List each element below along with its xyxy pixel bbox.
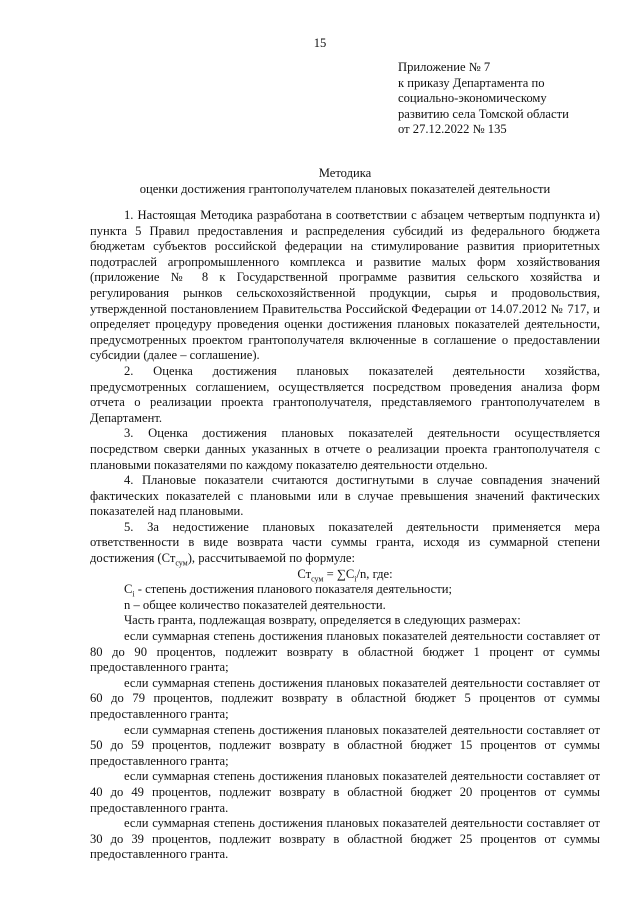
paragraph-5-text: 5. За недостижение плановых показателей деятельности применяется мера ответственности в виде возврата части суммы гранта, исходя из суммарной степени достижения (Ст — [90, 519, 600, 566]
subscript: i — [132, 589, 135, 599]
return-item: если суммарная степень достижения плановых показателей деятельности составляет от 60 до 79 процентов, подлежит возврату в областной бюджет 5 процентов от суммы предоставленного гранта; — [90, 675, 600, 721]
subscript: i — [354, 574, 357, 584]
formula — [90, 567, 600, 583]
paragraph-2: 2. Оценка достижения плановых показателей деятельности хозяйства, предусмотренных соглашением, осуществляется посредством проведения анализа форм отчета о реализации проекта грантополучателя, представляемого грантополучателем в Департамент. — [90, 363, 600, 425]
paragraph-5 — [90, 520, 600, 567]
page-number: 15 — [313, 36, 327, 50]
title-line: Методика — [318, 166, 372, 180]
approval-line: от 27.12.2022 № 135 — [398, 122, 507, 137]
approval-line: социально-экономическому — [398, 91, 547, 106]
subscript: сум — [175, 558, 188, 568]
definition-ci — [90, 582, 600, 598]
return-item: если суммарная степень достижения плановых показателей деятельности составляет от 50 до 59 процентов, подлежит возврату в областной бюджет 15 процентов от суммы предоставленного гранта; — [90, 722, 600, 768]
paragraph-1: 1. Настоящая Методика разработана в соответствии с абзацем четвертым подпункта и) пункта 5 Правил предоставления и распределения субсидий из федерального бюджета бюджетам субъектов российской федерации на стимулирование развития приоритетных подотраслей агропромышленного комплекса и развитие малых форм хозяйствования (приложение № 8 к Государственной программе развития сельского хозяйства и регулирования рынков сельскохозяйственной продукции, сырья и продовольствия, утвержденной постановлением Правительства Российской Федерации от 14.07.2012 № 717, и определяет процедуру проведения оценки достижения плановых показателей деятельности, предусмотренных проектом грантополучателя включенные в соглашение о предоставлении субсидии (далее – соглашение). — [90, 208, 600, 363]
return-item: если суммарная степень достижения плановых показателей деятельности составляет от 40 до 49 процентов, подлежит возврату в областной бюджет 20 процентов от суммы предоставленного гранта. — [90, 769, 600, 815]
return-item: если суммарная степень достижения плановых показателей деятельности составляет от 80 до 90 процентов, подлежит возврату в областной бюджет 1 процент от суммы предоставленного гранта; — [90, 629, 600, 675]
definition-symbol: C — [124, 582, 133, 597]
document-body — [90, 208, 600, 863]
paragraph-5-text: ), рассчитываемой по формуле: — [187, 551, 356, 566]
subscript: сум — [311, 574, 324, 584]
definition-n: n – общее количество показателей деятельности. — [124, 597, 386, 612]
approval-block — [398, 60, 618, 138]
paragraph-4: 4. Плановые показатели считаются достигнутыми в случае совпадения значений фактических показателей с плановыми или в случае превышения значений фактических показателей над плановыми. — [90, 473, 600, 519]
return-item: если суммарная степень достижения плановых показателей деятельности составляет от 30 до 39 процентов, подлежит возврату в областной бюджет 25 процентов от суммы предоставленного гранта. — [90, 816, 600, 862]
approval-line: развитию села Томской области — [398, 106, 569, 121]
formula-part: /n, где: — [356, 566, 393, 581]
title-line: оценки достижения грантополучателем плановых показателей деятельности — [139, 181, 551, 196]
approval-line: к приказу Департамента по — [398, 75, 545, 90]
document-title — [90, 166, 600, 197]
approval-line: Приложение № 7 — [398, 60, 491, 74]
formula-part: Ст — [297, 566, 312, 581]
formula-part: = ∑C — [323, 566, 355, 581]
definition-text: - степень достижения планового показателя деятельности; — [134, 582, 452, 597]
paragraph-3: 3. Оценка достижения плановых показателей деятельности осуществляется посредством сверки данных указанных в отчете о реализации проекта грантополучателя с плановыми показателями по каждому показателю деятельности отдельно. — [90, 426, 600, 472]
return-intro: Часть гранта, подлежащая возврату, определяется в следующих размерах: — [124, 613, 521, 628]
